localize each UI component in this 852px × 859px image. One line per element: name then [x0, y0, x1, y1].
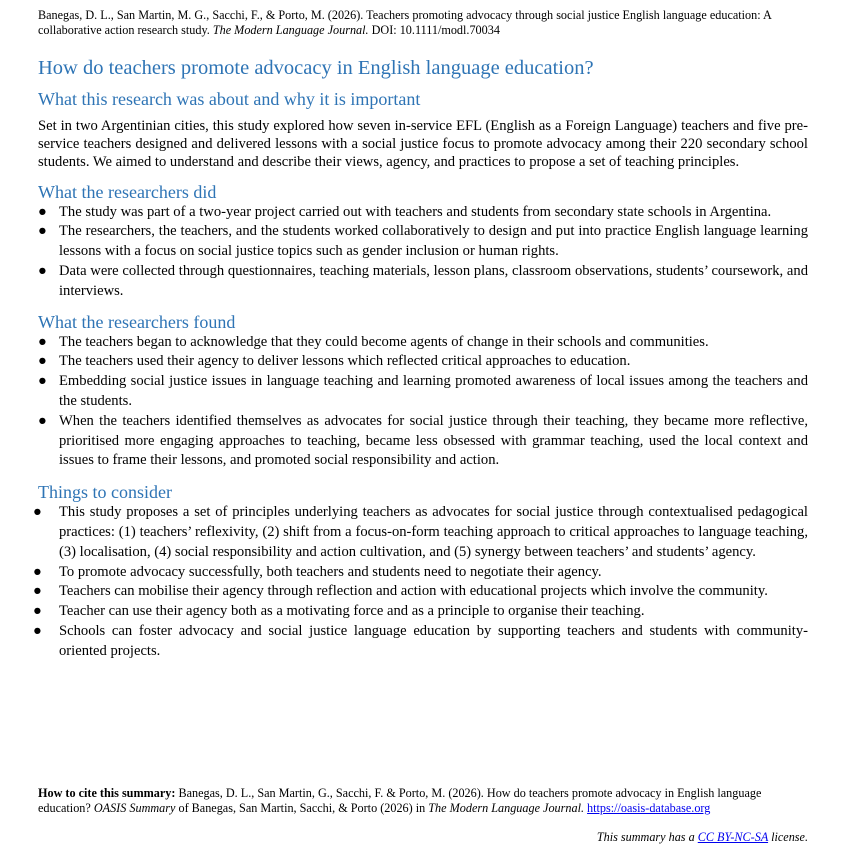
consider-heading: Things to consider [38, 482, 172, 503]
oasis-summary-label: OASIS Summary [93, 801, 176, 815]
list-item: ● This study proposes a set of principles underlying teachers as advocates for social justice through contextualised pedagogical practices: (1) teachers’ reflexivity, (2) shift from a focus-on-form teaching approach to critical approaches to language teaching, (3) localisation, (4) social responsibility and action cultivation, and (5) synergy between teachers’ and students’ agency. [33, 504, 808, 560]
reference-authors: Banegas, D. L., San Martin, M. G., Sacchi, F., & Porto, M. (2026). Teachers promoting advocacy through social justice English language education: A collaborative action research study. [38, 8, 772, 37]
list-item: ● Teachers can mobilise their agency through reflection and action with educational projects which involve the community. [38, 582, 808, 602]
summary-page [33, 8, 808, 662]
reference-journal: The Modern Language Journal. [212, 23, 369, 37]
bullet-icon: ● [33, 622, 42, 639]
list-item: ● Schools can foster advocacy and social justice language education by supporting teachers and students with community-oriented projects. [33, 622, 808, 659]
bullet-icon: ● [33, 504, 42, 521]
reference-line [38, 8, 808, 38]
did-heading: What the researchers did [38, 181, 217, 202]
bullet-icon: ● [33, 583, 42, 600]
did-list [38, 203, 808, 302]
bullet-icon: ● [38, 333, 47, 350]
page-title: How do teachers promote advocacy in English language education? [38, 57, 594, 79]
list-item: ● The teachers began to acknowledge that they could become agents of change in their schools and communities. [38, 333, 808, 353]
bullet-icon: ● [38, 373, 47, 390]
citation-block: How to cite this summary: Banegas, D. L., San Martin, G., Sacchi, F. & Porto, M. (2026). How do teachers promote advocacy in English language education? OASIS Summary of Banegas, San Martin, Sacchi, & Porto (2026) in The Modern Language Journal. https://oasis-database.org [38, 786, 762, 815]
bullet-icon: ● [38, 263, 47, 279]
consider-list [33, 503, 808, 661]
about-heading: What this research was about and why it is important [38, 89, 421, 109]
bullet-icon: ● [38, 353, 47, 370]
license-note: This summary has a CC BY-NC-SA license. [596, 830, 808, 844]
list-item: ● Data were collected through questionnaires, teaching materials, lesson plans, classroom observations, students’ coursework, and interviews. [38, 263, 808, 299]
list-item: ● Teacher can use their agency both as a motivating force and as a principle to organise their teaching. [38, 602, 808, 622]
citation-label: How to cite this summary: [38, 786, 176, 800]
list-item: ● The study was part of a two-year project carried out with teachers and students from secondary state schools in Argentina. [38, 203, 808, 223]
reference-doi: DOI: 10.1111/modl.70034 [368, 23, 500, 37]
found-heading: What the researchers found [38, 311, 236, 332]
list-item: ● When the teachers identified themselves as advocates for social justice through their teaching, they became more reflective, prioritised more engaging approaches to teaching, became less obsessed with grammar teaching, used the local context and issues to frame their lessons, and promoted social responsibility and action. [38, 412, 808, 469]
oasis-database-link[interactable]: https://oasis-database.org [587, 801, 711, 815]
bullet-icon: ● [38, 412, 47, 429]
bullet-icon: ● [33, 603, 42, 620]
list-item: ● The researchers, the teachers, and the students worked collaboratively to design and put into practice English language learning lessons with a focus on social justice topics such as gender inclusion or human rights. [38, 223, 808, 260]
list-item: ● To promote advocacy successfully, both teachers and students need to negotiate their agency. [38, 563, 808, 583]
list-item: ● The teachers used their agency to deliver lessons which reflected critical approaches to education. [38, 352, 808, 372]
about-text: Set in two Argentinian cities, this study explored how seven in-service EFL (English as a Foreign Language) teachers and five pre-service teachers designed and delivered lessons with a social justice focus to promote advocacy among their 220 secondary school students. We aimed to understand and describe their views, agency, and practices to propose a set of teaching principles. [38, 118, 808, 171]
bullet-icon: ● [38, 223, 47, 240]
license-link[interactable]: CC BY-NC-SA [697, 830, 769, 844]
bullet-icon: ● [38, 203, 47, 220]
citation-journal: The Modern Language Journal. [428, 801, 584, 815]
found-list [38, 333, 808, 472]
list-item: ● Embedding social justice issues in language teaching and learning promoted awareness of local issues among the teachers and the students. [38, 373, 808, 409]
bullet-icon: ● [33, 563, 42, 580]
